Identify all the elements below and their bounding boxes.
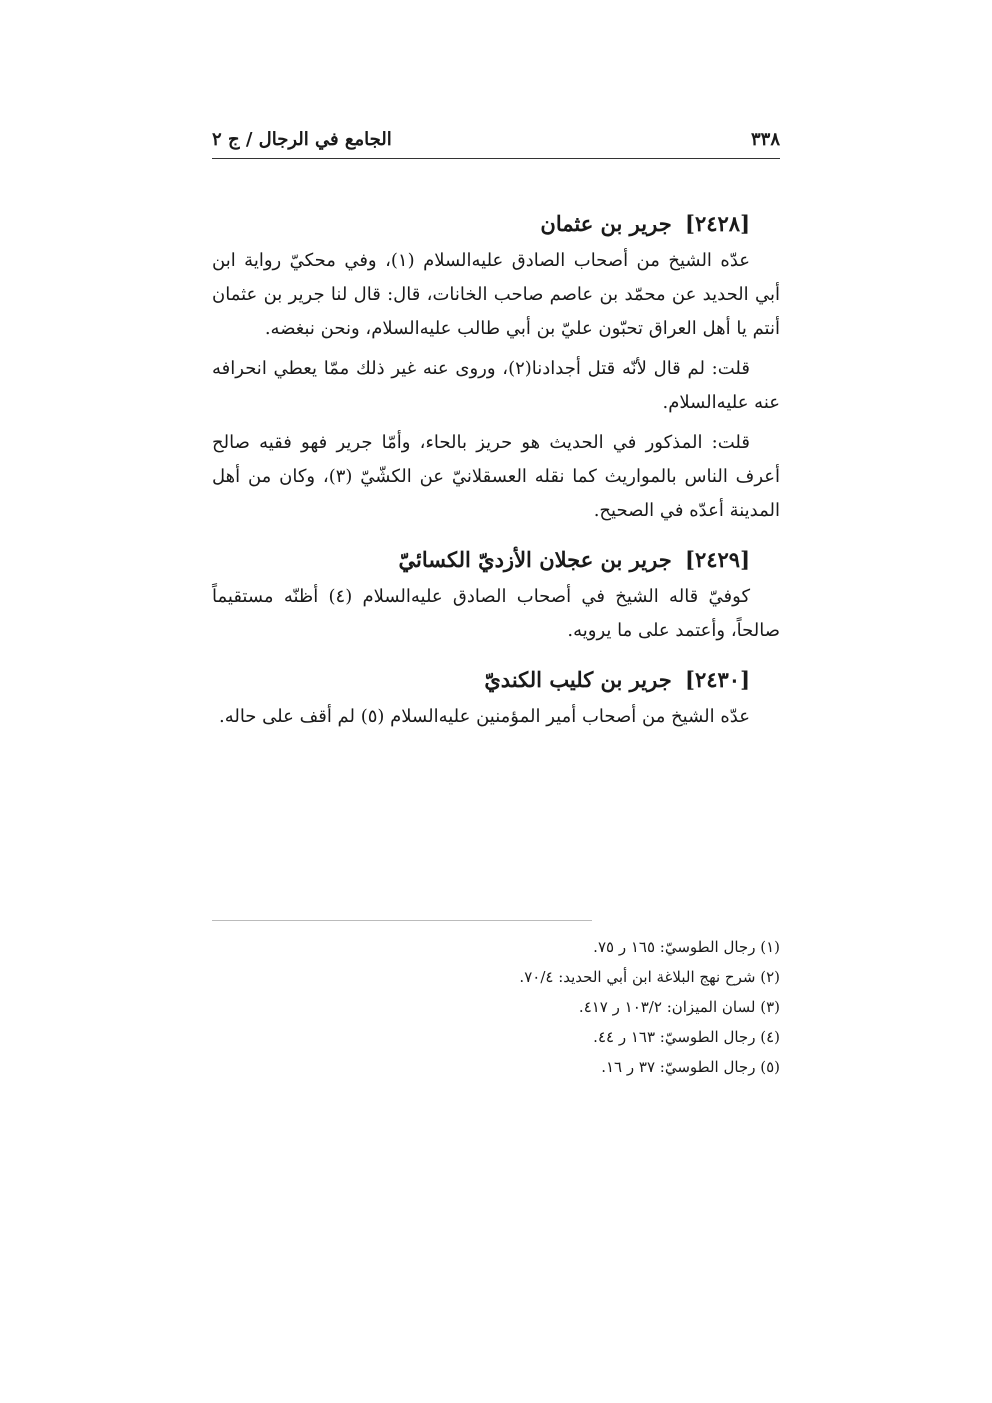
entry-paragraph: كوفيّ قاله الشيخ في أصحاب الصادق عليه‌السلام (٤) أظنّه مستقيماً صالحاً، وأعتمد على ما يرويه. — [212, 586, 780, 641]
entry-paragraph: عدّه الشيخ من أصحاب أمير المؤمنين عليه‌السلام (٥) لم أقف على حاله. — [218, 706, 750, 727]
footnote: (٣) لسان الميزان: ١٠٣/٢ ر ٤١٧. — [578, 998, 780, 1016]
entry-name: جرير بن عجلان الأزديّ الكسائيّ — [398, 547, 672, 572]
footnote: (١) رجال الطوسيّ: ١٦٥ ر ٧٥. — [593, 938, 780, 956]
entry-2428 — [212, 206, 780, 528]
entry-paragraph: عدّه الشيخ من أصحاب الصادق عليه‌السلام (١)، وفي محكيّ رواية ابن أبي الحديد عن محمّد بن عاصم صاحب الخانات، قال: قال لنا جرير بن عثمان أنتم يا أهل العراق تحبّون عليّ بن أبي طالب عليه‌السلام، ونحن نبغضه. — [212, 250, 780, 339]
entry-paragraph: قلت: المذكور في الحديث هو حريز بالحاء، وأمّا جرير فهو فقيه صالح أعرف الناس بالمواريث كما نقله العسقلانيّ عن الكشّيّ (٣)، وكان من أهل المدينة أعدّه في الصحيح. — [212, 432, 781, 521]
footnotes — [212, 932, 780, 1082]
entry-number: [٢٤٢٩] — [685, 547, 750, 572]
entry-2429 — [212, 542, 780, 648]
footnote-divider — [212, 920, 592, 921]
footnote: (٤) رجال الطوسيّ: ١٦٣ ر ٤٤. — [593, 1028, 780, 1046]
page-number: ٣٣٨ — [750, 128, 780, 150]
footnote: (٥) رجال الطوسيّ: ٣٧ ر ١٦. — [601, 1058, 780, 1076]
entry-2430 — [212, 662, 780, 734]
book-title: الجامع في الرجال / ج ٢ — [212, 128, 392, 150]
header-divider — [212, 158, 780, 159]
entry-name: جرير بن عثمان — [540, 211, 672, 236]
entry-heading — [212, 542, 780, 578]
entry-number: [٢٤٢٨] — [685, 211, 750, 236]
entry-name: جرير بن كليب الكنديّ — [484, 667, 672, 692]
entry-number: [٢٤٣٠] — [685, 667, 750, 692]
entry-heading — [212, 206, 780, 242]
main-content — [212, 206, 780, 748]
running-header — [212, 122, 780, 156]
entry-heading — [212, 662, 780, 698]
footnote: (٢) شرح نهج البلاغة ابن أبي الحديد: ٧٠/٤. — [519, 968, 780, 986]
page — [212, 0, 780, 1403]
entry-paragraph: قلت: لم قال لأنّه قتل أجدادنا(٢)، وروى عنه غير ذلك ممّا يعطي انحرافه عنه عليه‌السلام. — [212, 358, 780, 413]
